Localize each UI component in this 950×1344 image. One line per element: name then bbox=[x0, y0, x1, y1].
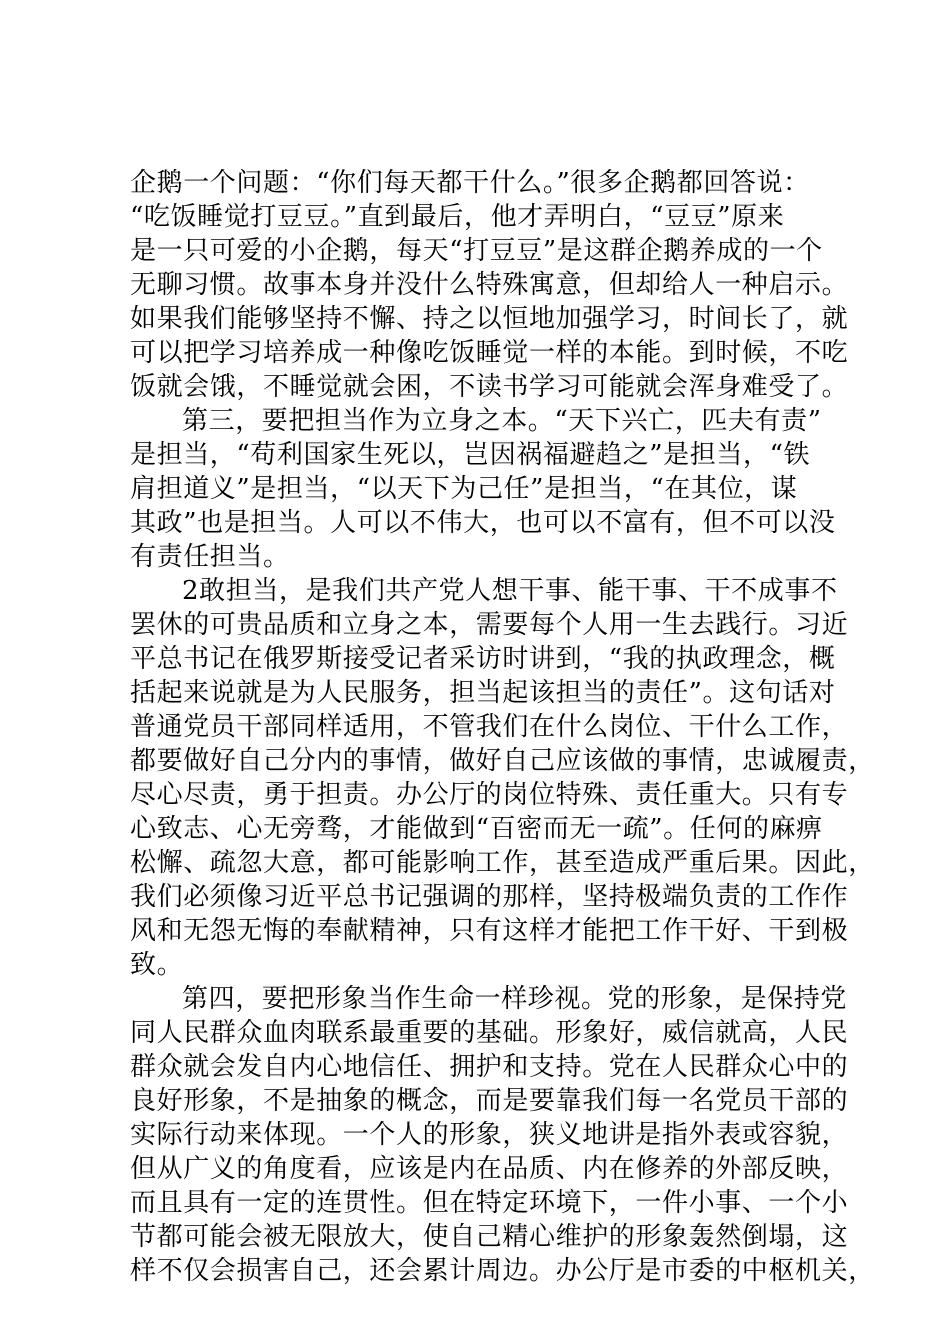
text-line: 风和无怨无悔的奉献精神，只有这样才能把工作干好、干到极 bbox=[130, 916, 849, 946]
text-line: 尽心尽责，勇于担责。办公厅的岗位特殊、责任重大。只有专 bbox=[130, 780, 849, 810]
paragraph-start-line: 2敢担当，是我们共产党人想干事、能干事、干不成事不 bbox=[182, 576, 838, 606]
text-line: 如果我们能够坚持不懈、持之以恒地加强学习，时间长了，就 bbox=[130, 304, 849, 334]
text-line: 有责任担当。 bbox=[130, 542, 290, 572]
text-line: 但从广义的角度看，应该是内在品质、内在修养的外部反映， bbox=[130, 1154, 849, 1184]
text-line: 节都可能会被无限放大，使自己精心维护的形象轰然倒塌，这 bbox=[130, 1222, 849, 1252]
text-line: 括起来说就是为人民服务，担当起该担当的责任”。这句话对 bbox=[130, 678, 836, 708]
text-line: 可以把学习培养成一种像吃饭睡觉一样的本能。到时候，不吃 bbox=[130, 338, 849, 368]
text-line: 致。 bbox=[130, 950, 184, 980]
text-line: 饭就会饿，不睡觉就会困，不读书学习可能就会浑身难受了。 bbox=[130, 372, 849, 402]
paragraph-start-line: 第三，要把担当作为立身之本。“天下兴亡，匹夫有责” bbox=[182, 406, 822, 436]
text-line: “吃饭睡觉打豆豆。”直到最后，他才弄明白，“豆豆”原来 bbox=[130, 202, 785, 232]
text-line: 松懈、疏忽大意，都可能影响工作，甚至造成严重后果。因此， bbox=[130, 848, 875, 878]
text-line: 同人民群众血肉联系最重要的基础。形象好，威信就高，人民 bbox=[130, 1018, 849, 1048]
text-line: 企鹅一个问题：“你们每天都干什么。”很多企鹅都回答说： bbox=[130, 168, 810, 198]
text-line: 良好形象，不是抽象的概念，而是要靠我们每一名党员干部的 bbox=[130, 1086, 849, 1116]
text-line: 心致志、心无旁骛，才能做到“百密而无一疏”。任何的麻痹 bbox=[130, 814, 823, 844]
text-line: 罢休的可贵品质和立身之本，需要每个人用一生去践行。习近 bbox=[130, 610, 849, 640]
text-line: 群众就会发自内心地信任、拥护和支持。党在人民群众心中的 bbox=[130, 1052, 849, 1082]
text-line: 其政”也是担当。人可以不伟大，也可以不富有，但不可以没 bbox=[130, 508, 836, 538]
text-line: 是担当，“苟利国家生死以，岂因祸福避趋之”是担当，“铁 bbox=[130, 440, 811, 470]
text-line: 肩担道义”是担当，“以天下为己任”是担当，“在其位，谋 bbox=[130, 474, 798, 504]
text-line: 样不仅会损害自己，还会累计周边。办公厅是市委的中枢机关， bbox=[130, 1256, 875, 1286]
text-line: 无聊习惯。故事本身并没什么特殊寓意，但却给人一种启示。 bbox=[130, 270, 849, 300]
paragraph-start-line: 第四，要把形象当作生命一样珍视。党的形象，是保持党 bbox=[182, 984, 848, 1014]
text-line: 都要做好自己分内的事情，做好自己应该做的事情，忠诚履责， bbox=[130, 746, 875, 776]
text-line: 我们必须像习近平总书记强调的那样，坚持极端负责的工作作 bbox=[130, 882, 849, 912]
text-line: 普通党员干部同样适用，不管我们在什么岗位、干什么工作， bbox=[130, 712, 849, 742]
text-line: 实际行动来体现。一个人的形象，狭义地讲是指外表或容貌， bbox=[130, 1120, 849, 1150]
text-line: 平总书记在俄罗斯接受记者采访时讲到，“我的执政理念，概 bbox=[130, 644, 836, 674]
body-text bbox=[130, 166, 875, 1288]
text-line: 而且具有一定的连贯性。但在特定环境下，一件小事、一个小 bbox=[130, 1188, 849, 1218]
text-line: 是一只可爱的小企鹅，每天“打豆豆”是这群企鹅养成的一个 bbox=[130, 236, 823, 266]
